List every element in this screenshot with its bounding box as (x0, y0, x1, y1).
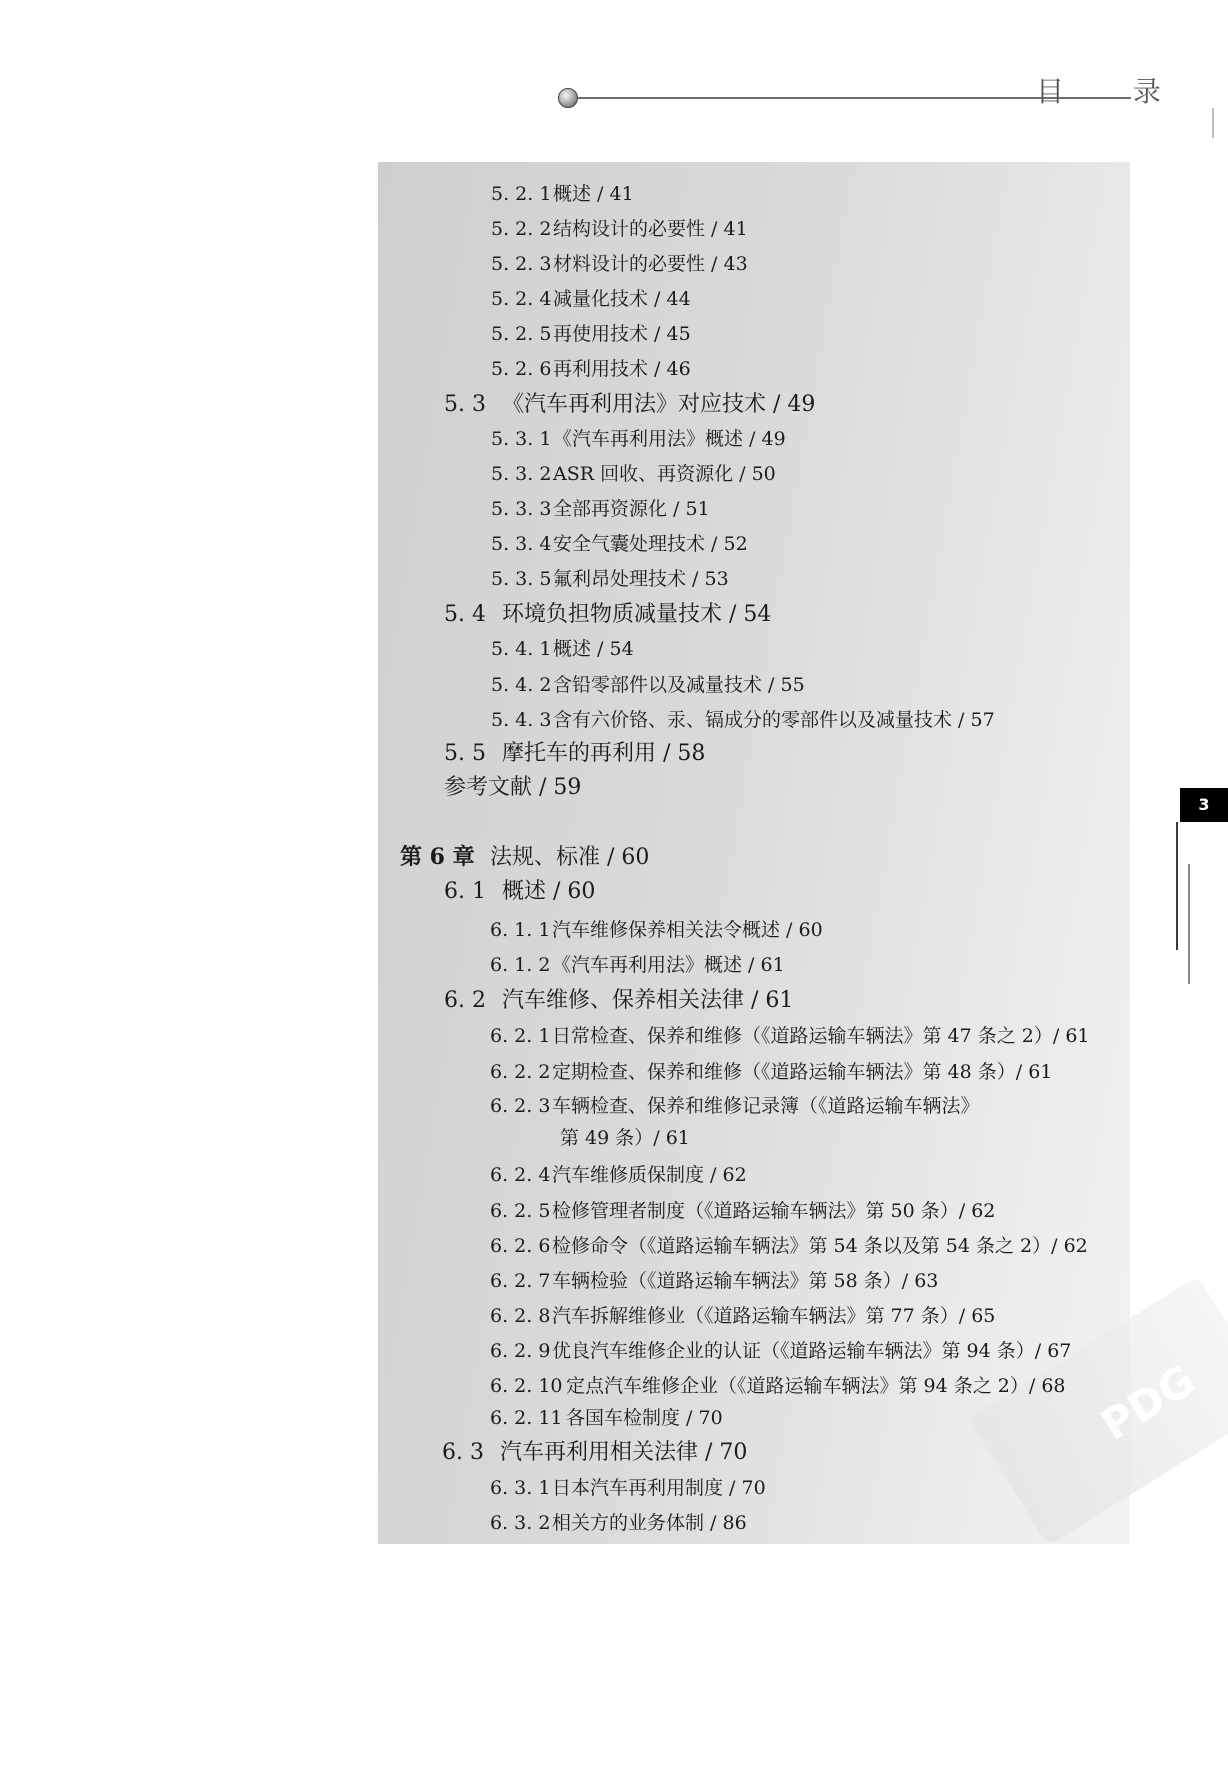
entry-text: 参考文献 / 59 (444, 775, 582, 800)
entry-number: 5. 4. 2 (491, 674, 552, 696)
entry-number: 5. 3 (444, 392, 486, 417)
entry-text: 汽车再利用相关法律 / 70 (500, 1440, 748, 1465)
toc-entry-6-1-2 (490, 950, 785, 977)
toc-entry-6-2-8 (490, 1301, 995, 1328)
toc-entry-5-2-2 (491, 214, 748, 241)
entry-text: ASR 回收、再资源化 / 50 (553, 463, 776, 485)
toc-entry-5-4 (444, 597, 771, 628)
toc-entry-6-2-11 (490, 1403, 723, 1430)
entry-number: 6. 2. 2 (490, 1061, 551, 1083)
entry-number: 6. 2. 9 (490, 1340, 551, 1362)
entry-number: 6. 2. 4 (490, 1164, 551, 1186)
entry-text: 材料设计的必要性 / 43 (553, 253, 748, 275)
entry-text: 汽车维修保养相关法令概述 / 60 (552, 919, 823, 941)
entry-number: 6. 3. 1 (490, 1477, 551, 1499)
entry-text: 《汽车再利用法》对应技术 / 49 (502, 392, 816, 417)
entry-text: 再使用技术 / 45 (553, 323, 691, 345)
pdg-watermark-text: PDG (1092, 1355, 1204, 1450)
toc-entry-5-5 (444, 736, 705, 767)
entry-text: 日常检查、保养和维修（《道路运输车辆法》第 47 条之 2）/ 61 (552, 1025, 1090, 1047)
entry-number: 5. 3. 5 (491, 568, 552, 590)
chapter-side-tab: 3 (1180, 788, 1228, 822)
toc-entry-6-3 (442, 1435, 747, 1466)
entry-text: 定期检查、保养和维修（《道路运输车辆法》第 48 条）/ 61 (552, 1061, 1053, 1083)
entry-number: 5. 3. 1 (491, 428, 552, 450)
entry-text: 概述 / 54 (553, 638, 634, 660)
entry-number: 第 6 章 (400, 844, 475, 870)
toc-entry-6-2-3-continued (560, 1123, 690, 1150)
entry-text: 《汽车再利用法》概述 / 49 (553, 428, 786, 450)
entry-text: 含铅零部件以及减量技术 / 55 (553, 674, 805, 696)
entry-number: 6. 1. 1 (490, 919, 551, 941)
entry-number: 5. 4. 1 (491, 638, 552, 660)
toc-entry-5-2-5 (491, 319, 691, 346)
entry-text: 概述 / 41 (553, 183, 634, 205)
entry-number: 6. 2. 10 (490, 1375, 563, 1397)
toc-entry-6-3-1 (490, 1473, 766, 1500)
entry-text: 定点汽车维修企业（《道路运输车辆法》第 94 条之 2）/ 68 (566, 1375, 1066, 1397)
margin-mark (1212, 108, 1214, 138)
toc-entry-5-4-2 (491, 670, 805, 697)
toc-entry-6-2-6 (490, 1231, 1088, 1258)
toc-entry-5-3-4 (491, 529, 748, 556)
toc-entry-5-2-6 (491, 354, 691, 381)
entry-number: 6. 1 (444, 879, 486, 904)
toc-entry-5-3-5 (491, 564, 729, 591)
entry-text: 日本汽车再利用制度 / 70 (552, 1477, 766, 1499)
entry-text: 法规、标准 / 60 (490, 845, 650, 870)
entry-text: 汽车维修质保制度 / 62 (552, 1164, 747, 1186)
entry-number: 6. 3. 2 (490, 1512, 551, 1534)
entry-number: 5. 2. 6 (491, 358, 552, 380)
entry-text: 环境负担物质减量技术 / 54 (502, 602, 772, 627)
entry-number: 6. 2. 11 (490, 1407, 563, 1429)
entry-text: 优良汽车维修企业的认证（《道路运输车辆法》第 94 条）/ 67 (552, 1340, 1072, 1362)
toc-entry-references (444, 770, 581, 801)
entry-text: 安全气囊处理技术 / 52 (553, 533, 748, 555)
toc-entry-6-2-2 (490, 1057, 1052, 1084)
side-tab-rule (1176, 822, 1178, 950)
toc-entry-5-3-2 (491, 459, 776, 486)
entry-number: 6. 3 (442, 1440, 484, 1465)
entry-number: 6. 2 (444, 988, 486, 1013)
entry-number: 5. 2. 2 (491, 218, 552, 240)
entry-number: 6. 2. 5 (490, 1200, 551, 1222)
entry-number: 5. 4 (444, 602, 486, 627)
toc-entry-5-4-3 (491, 705, 995, 732)
entry-text: 各国车检制度 / 70 (566, 1407, 723, 1429)
entry-number: 5. 3. 4 (491, 533, 552, 555)
entry-text: 氟利昂处理技术 / 53 (553, 568, 729, 590)
entry-number: 6. 2. 8 (490, 1305, 551, 1327)
side-tab-rule-secondary (1188, 864, 1190, 984)
entry-text: 全部再资源化 / 51 (553, 498, 710, 520)
entry-number: 6. 2. 6 (490, 1235, 551, 1257)
entry-number: 5. 3. 3 (491, 498, 552, 520)
toc-entry-5-3-1 (491, 424, 786, 451)
toc-entry-5-4-1 (491, 634, 634, 661)
toc-entry-5-2-4 (491, 284, 691, 311)
entry-text: 车辆检验（《道路运输车辆法》第 58 条）/ 63 (552, 1270, 939, 1292)
entry-text: 概述 / 60 (502, 879, 596, 904)
entry-text: 车辆检查、保养和维修记录簿（《道路运输车辆法》 (552, 1095, 980, 1117)
entry-text: 含有六价铬、汞、镉成分的零部件以及减量技术 / 57 (553, 709, 995, 731)
toc-entry-6-2-9 (490, 1336, 1071, 1363)
entry-number: 5. 2. 3 (491, 253, 552, 275)
entry-number: 5. 2. 4 (491, 288, 552, 310)
toc-entry-6-1-1 (490, 915, 823, 942)
entry-number: 6. 2. 3 (490, 1095, 551, 1117)
toc-entry-6-2-5 (490, 1196, 995, 1223)
toc-entry-6-2-10 (490, 1371, 1066, 1398)
entry-number: 6. 2. 1 (490, 1025, 551, 1047)
toc-entry-5-2-3 (491, 249, 748, 276)
entry-text: 再利用技术 / 46 (553, 358, 691, 380)
toc-entry-6-2-4 (490, 1160, 747, 1187)
toc-entry-6-2-3 (490, 1091, 980, 1118)
toc-entry-5-3 (444, 387, 815, 418)
entry-number: 5. 4. 3 (491, 709, 552, 731)
entry-number: 5. 5 (444, 741, 486, 766)
entry-text: 第 49 条）/ 61 (560, 1127, 690, 1149)
toc-entry-6-3-2 (490, 1508, 747, 1535)
entry-number: 5. 2. 5 (491, 323, 552, 345)
entry-number: 5. 3. 2 (491, 463, 552, 485)
entry-number: 6. 2. 7 (490, 1270, 551, 1292)
entry-text: 检修管理者制度（《道路运输车辆法》第 50 条）/ 62 (552, 1200, 996, 1222)
entry-text: 减量化技术 / 44 (553, 288, 691, 310)
toc-entry-5-2-1 (491, 179, 634, 206)
entry-number: 5. 2. 1 (491, 183, 552, 205)
toc-entry-6-1 (444, 874, 595, 905)
entry-text: 结构设计的必要性 / 41 (553, 218, 748, 240)
entry-text: 检修命令（《道路运输车辆法》第 54 条以及第 54 条之 2）/ 62 (552, 1235, 1088, 1257)
page-header-title: 目 录 (1036, 75, 1191, 108)
toc-entry-6-2-1 (490, 1021, 1090, 1048)
entry-text: 相关方的业务体制 / 86 (552, 1512, 747, 1534)
toc-entry-6-2 (444, 983, 793, 1014)
toc-entry-chapter-6 (400, 840, 649, 871)
entry-text: 《汽车再利用法》概述 / 61 (552, 954, 785, 976)
entry-number: 6. 1. 2 (490, 954, 551, 976)
entry-text: 汽车维修、保养相关法律 / 61 (502, 988, 794, 1013)
toc-entry-5-3-3 (491, 494, 710, 521)
entry-text: 汽车拆解维修业（《道路运输车辆法》第 77 条）/ 65 (552, 1305, 996, 1327)
toc-entry-6-2-7 (490, 1266, 938, 1293)
entry-text: 摩托车的再利用 / 58 (502, 741, 706, 766)
header-ornament-ball (558, 88, 578, 108)
